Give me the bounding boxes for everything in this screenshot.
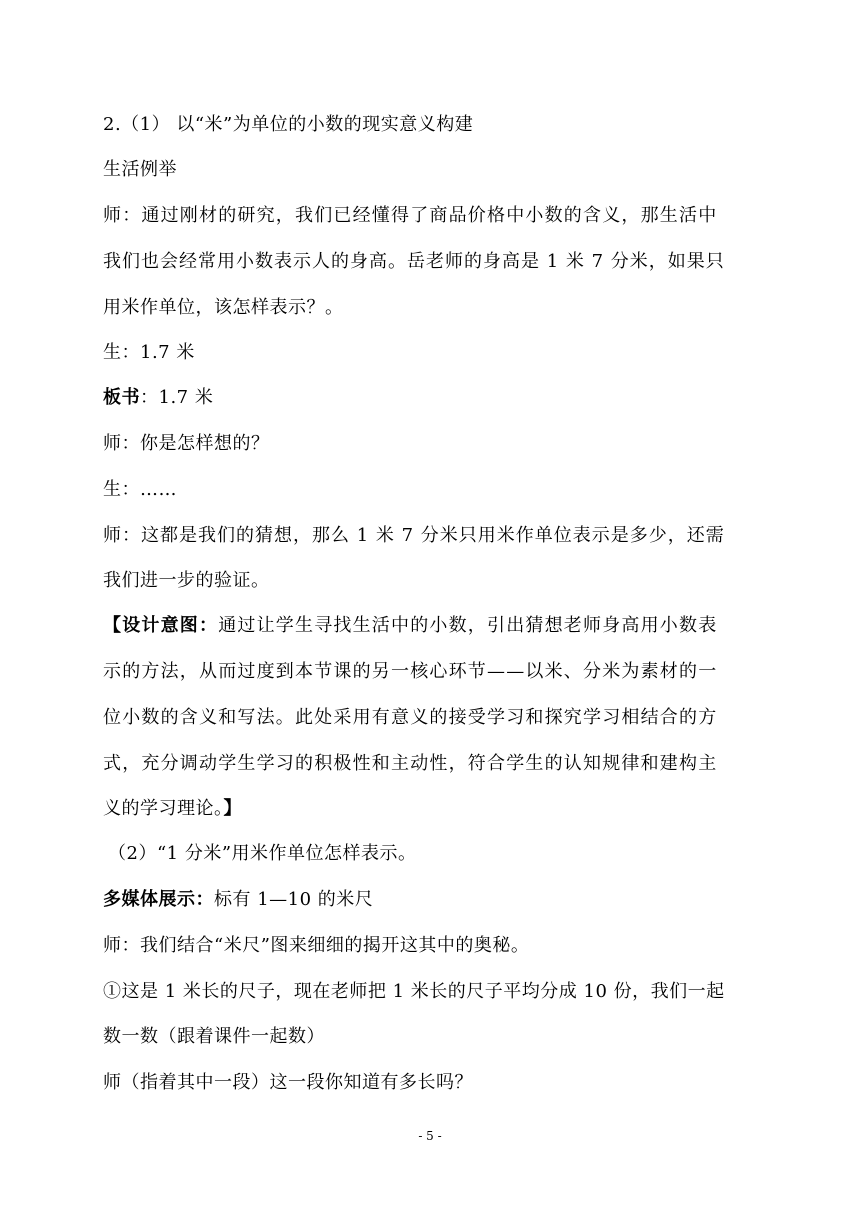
paragraph-line: 师（指着其中一段）这一段你知道有多长吗？ bbox=[103, 1072, 473, 1093]
paragraph-line: 师：通过刚材的研究，我们已经懂得了商品价格中小数的含义，那生活中 bbox=[103, 205, 718, 226]
design-intent-close: 】 bbox=[223, 798, 242, 819]
paragraph-line: ①这是 1 米长的尺子，现在老师把 1 米长的尺子平均分成 10 份，我们一起 bbox=[103, 981, 725, 1002]
design-intent-text: 义的学习理论。 bbox=[103, 798, 224, 819]
blackboard-content: ：1.7 米 bbox=[140, 387, 214, 408]
paragraph-line: 师：你是怎样想的？ bbox=[103, 433, 270, 454]
design-intent-line bbox=[103, 614, 717, 638]
paragraph-line: 我们进一步的验证。 bbox=[103, 570, 270, 591]
design-intent-line: 位小数的含义和写法。此处采用有意义的接受学习和探究学习相结合的方 bbox=[103, 707, 718, 728]
design-intent-label: 【设计意图： bbox=[103, 615, 219, 636]
design-intent-line bbox=[103, 797, 242, 821]
section-heading: 2.（1） 以“米”为单位的小数的现实意义构建 bbox=[103, 114, 474, 135]
blackboard-line bbox=[103, 386, 213, 410]
page-number: - 5 - bbox=[418, 1129, 442, 1143]
multimedia-line bbox=[103, 888, 373, 912]
multimedia-label: 多媒体展示： bbox=[103, 889, 214, 910]
paragraph-line: 用米作单位，该怎样表示？。 bbox=[103, 297, 344, 318]
design-intent-line: 示的方法，从而过度到本节课的另一核心环节——以米、分米为素材的一 bbox=[103, 661, 718, 682]
multimedia-content: 标有 1—10 的米尺 bbox=[214, 889, 374, 910]
design-intent-text: 通过让学生寻找生活中的小数，引出猜想老师身高用小数表 bbox=[218, 615, 718, 636]
paragraph-line: 生：…… bbox=[103, 479, 177, 500]
subsection-heading: （2）“1 分米”用米作单位怎样表示。 bbox=[108, 843, 417, 864]
paragraph-line: 我们也会经常用小数表示人的身高。岳老师的身高是 1 米 7 分米，如果只 bbox=[103, 251, 725, 272]
subheading: 生活例举 bbox=[103, 159, 177, 180]
paragraph-line: 数一数（跟着课件一起数） bbox=[103, 1026, 325, 1047]
design-intent-line: 式，充分调动学生学习的积极性和主动性，符合学生的认知规律和建构主 bbox=[103, 753, 718, 774]
paragraph-line: 生：1.7 米 bbox=[103, 342, 195, 363]
paragraph-line: 师：这都是我们的猜想，那么 1 米 7 分米只用米作单位表示是多少，还需 bbox=[103, 525, 725, 546]
blackboard-label: 板书 bbox=[103, 387, 140, 408]
paragraph-line: 师：我们结合“米尺”图来细细的揭开这其中的奥秘。 bbox=[103, 935, 530, 956]
